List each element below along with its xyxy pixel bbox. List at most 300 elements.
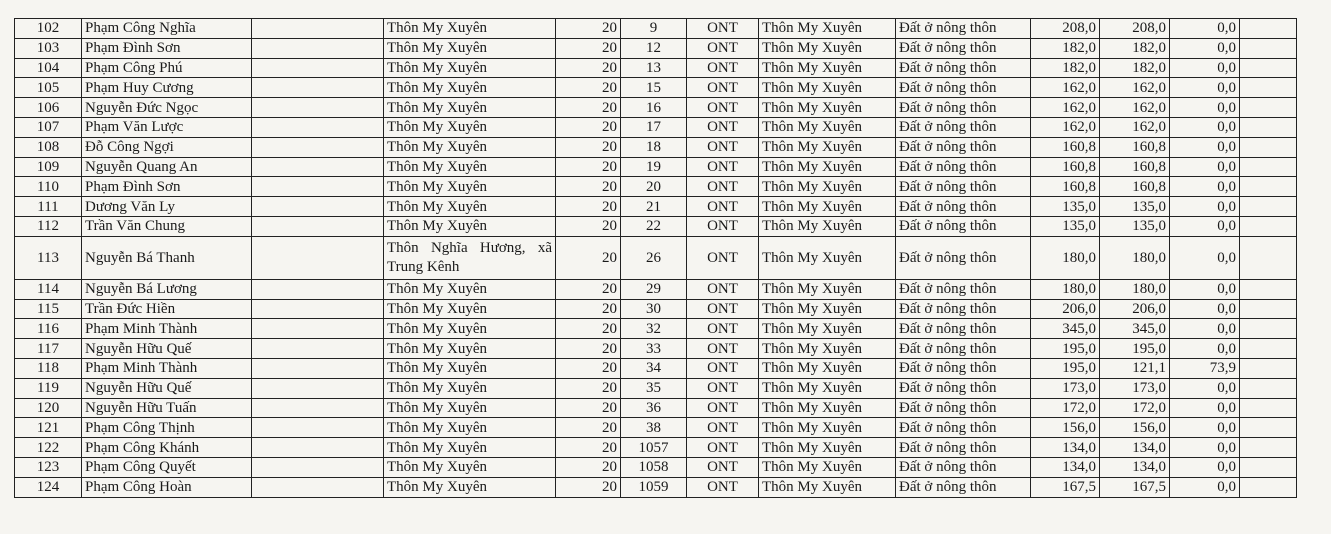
cell-stt: 103 (15, 38, 82, 58)
cell-area-a: 156,0 (1100, 418, 1170, 438)
cell-plot-location: Thôn My Xuyên (759, 477, 896, 497)
cell-empty-tail (1240, 117, 1297, 137)
cell-area-a: 206,0 (1100, 299, 1170, 319)
table-row (15, 279, 1297, 299)
cell-plot-number: 19 (621, 157, 687, 177)
table-row (15, 477, 1297, 497)
cell-plot-location: Thôn My Xuyên (759, 236, 896, 279)
cell-empty (252, 19, 384, 39)
cell-map-sheet: 20 (556, 117, 621, 137)
cell-empty-tail (1240, 279, 1297, 299)
cell-plot-number: 16 (621, 98, 687, 118)
cell-land-use: Đất ở nông thôn (896, 457, 1031, 477)
cell-owner-name: Trần Văn Chung (82, 216, 252, 236)
cell-land-use: Đất ở nông thôn (896, 157, 1031, 177)
cell-plot-number: 12 (621, 38, 687, 58)
cell-land-use: Đất ở nông thôn (896, 197, 1031, 217)
cell-map-sheet: 20 (556, 438, 621, 458)
cell-land-type: ONT (687, 19, 759, 39)
cell-area-a: 135,0 (1100, 216, 1170, 236)
cell-empty-tail (1240, 19, 1297, 39)
cell-plot-number: 17 (621, 117, 687, 137)
cell-area-b: 0,0 (1170, 236, 1240, 279)
cell-owner-name: Phạm Công Thịnh (82, 418, 252, 438)
table-row (15, 78, 1297, 98)
cell-land-type: ONT (687, 117, 759, 137)
table-row (15, 117, 1297, 137)
cell-area-total: 195,0 (1031, 339, 1100, 359)
cell-plot-location: Thôn My Xuyên (759, 38, 896, 58)
cell-plot-location: Thôn My Xuyên (759, 438, 896, 458)
cell-plot-location: Thôn My Xuyên (759, 279, 896, 299)
cell-land-type: ONT (687, 358, 759, 378)
cell-empty (252, 398, 384, 418)
cell-land-type: ONT (687, 177, 759, 197)
cell-stt: 117 (15, 339, 82, 359)
cell-area-b: 0,0 (1170, 398, 1240, 418)
cell-plot-number: 13 (621, 58, 687, 78)
table-row (15, 216, 1297, 236)
cell-land-use: Đất ở nông thôn (896, 216, 1031, 236)
cell-owner-address: Thôn My Xuyên (384, 78, 556, 98)
cell-empty (252, 157, 384, 177)
cell-area-total: 134,0 (1031, 438, 1100, 458)
cell-owner-name: Phạm Công Phú (82, 58, 252, 78)
cell-empty (252, 457, 384, 477)
cell-map-sheet: 20 (556, 78, 621, 98)
cell-land-type: ONT (687, 279, 759, 299)
cell-owner-address: Thôn My Xuyên (384, 117, 556, 137)
cell-stt: 105 (15, 78, 82, 98)
cell-plot-location: Thôn My Xuyên (759, 117, 896, 137)
cell-plot-number: 35 (621, 378, 687, 398)
table-row (15, 438, 1297, 458)
cell-area-a: 180,0 (1100, 279, 1170, 299)
cell-area-b: 0,0 (1170, 418, 1240, 438)
cell-area-total: 160,8 (1031, 157, 1100, 177)
cell-area-a: 345,0 (1100, 319, 1170, 339)
table-row (15, 157, 1297, 177)
cell-owner-name: Phạm Công Quyết (82, 457, 252, 477)
cell-area-a: 182,0 (1100, 38, 1170, 58)
cell-empty-tail (1240, 216, 1297, 236)
cell-plot-location: Thôn My Xuyên (759, 339, 896, 359)
cell-empty (252, 78, 384, 98)
cell-plot-location: Thôn My Xuyên (759, 378, 896, 398)
cell-owner-name: Nguyễn Bá Lương (82, 279, 252, 299)
cell-map-sheet: 20 (556, 216, 621, 236)
table-row (15, 358, 1297, 378)
cell-empty (252, 299, 384, 319)
cell-area-a: 121,1 (1100, 358, 1170, 378)
cell-owner-address: Thôn My Xuyên (384, 319, 556, 339)
cell-map-sheet: 20 (556, 279, 621, 299)
cell-area-total: 160,8 (1031, 177, 1100, 197)
cell-area-a: 173,0 (1100, 378, 1170, 398)
cell-owner-address: Thôn My Xuyên (384, 157, 556, 177)
cell-area-a: 172,0 (1100, 398, 1170, 418)
cell-land-type: ONT (687, 98, 759, 118)
cell-area-b: 0,0 (1170, 157, 1240, 177)
cell-area-a: 162,0 (1100, 98, 1170, 118)
cell-area-b: 0,0 (1170, 279, 1240, 299)
cell-area-b: 0,0 (1170, 378, 1240, 398)
cell-owner-address: Thôn My Xuyên (384, 418, 556, 438)
cell-plot-location: Thôn My Xuyên (759, 197, 896, 217)
cell-stt: 119 (15, 378, 82, 398)
cell-area-total: 180,0 (1031, 279, 1100, 299)
cell-land-use: Đất ở nông thôn (896, 117, 1031, 137)
cell-plot-number: 18 (621, 137, 687, 157)
cell-land-type: ONT (687, 339, 759, 359)
cell-area-a: 160,8 (1100, 137, 1170, 157)
cell-land-type: ONT (687, 197, 759, 217)
cell-plot-number: 26 (621, 236, 687, 279)
cell-owner-address: Thôn My Xuyên (384, 457, 556, 477)
cell-map-sheet: 20 (556, 299, 621, 319)
cell-plot-number: 1057 (621, 438, 687, 458)
cell-plot-number: 9 (621, 19, 687, 39)
cell-map-sheet: 20 (556, 398, 621, 418)
cell-empty (252, 358, 384, 378)
cell-owner-address: Thôn My Xuyên (384, 98, 556, 118)
cell-land-type: ONT (687, 457, 759, 477)
cell-owner-name: Nguyễn Hữu Quế (82, 339, 252, 359)
cell-owner-address: Thôn My Xuyên (384, 137, 556, 157)
cell-land-type: ONT (687, 38, 759, 58)
cell-plot-location: Thôn My Xuyên (759, 457, 896, 477)
cell-owner-name: Phạm Huy Cương (82, 78, 252, 98)
cell-land-use: Đất ở nông thôn (896, 38, 1031, 58)
cell-empty-tail (1240, 197, 1297, 217)
cell-plot-number: 32 (621, 319, 687, 339)
cell-area-total: 172,0 (1031, 398, 1100, 418)
cell-area-total: 345,0 (1031, 319, 1100, 339)
cell-owner-name: Phạm Minh Thành (82, 358, 252, 378)
cell-area-a: 135,0 (1100, 197, 1170, 217)
cell-empty (252, 98, 384, 118)
cell-stt: 120 (15, 398, 82, 418)
cell-plot-number: 38 (621, 418, 687, 438)
cell-owner-address: Thôn My Xuyên (384, 398, 556, 418)
cell-stt: 123 (15, 457, 82, 477)
cell-empty-tail (1240, 438, 1297, 458)
cell-stt: 116 (15, 319, 82, 339)
cell-land-use: Đất ở nông thôn (896, 279, 1031, 299)
cell-area-total: 206,0 (1031, 299, 1100, 319)
cell-owner-address: Thôn My Xuyên (384, 299, 556, 319)
cell-land-use: Đất ở nông thôn (896, 236, 1031, 279)
cell-plot-location: Thôn My Xuyên (759, 58, 896, 78)
cell-plot-location: Thôn My Xuyên (759, 299, 896, 319)
cell-owner-address: Thôn My Xuyên (384, 477, 556, 497)
cell-area-total: 182,0 (1031, 58, 1100, 78)
cell-stt: 114 (15, 279, 82, 299)
cell-empty-tail (1240, 339, 1297, 359)
cell-area-a: 162,0 (1100, 117, 1170, 137)
cell-empty (252, 58, 384, 78)
cell-owner-name: Dương Văn Ly (82, 197, 252, 217)
table-row (15, 197, 1297, 217)
cell-land-use: Đất ở nông thôn (896, 58, 1031, 78)
table-body (15, 19, 1297, 498)
cell-plot-number: 1059 (621, 477, 687, 497)
cell-owner-address: Thôn My Xuyên (384, 58, 556, 78)
cell-area-total: 180,0 (1031, 236, 1100, 279)
cell-area-total: 208,0 (1031, 19, 1100, 39)
cell-empty-tail (1240, 457, 1297, 477)
cell-empty (252, 38, 384, 58)
table-row (15, 98, 1297, 118)
cell-empty-tail (1240, 38, 1297, 58)
cell-stt: 108 (15, 137, 82, 157)
cell-map-sheet: 20 (556, 137, 621, 157)
cell-area-b: 0,0 (1170, 19, 1240, 39)
cell-map-sheet: 20 (556, 358, 621, 378)
cell-area-b: 0,0 (1170, 216, 1240, 236)
cell-plot-number: 36 (621, 398, 687, 418)
cell-plot-number: 20 (621, 177, 687, 197)
cell-land-type: ONT (687, 137, 759, 157)
cell-land-type: ONT (687, 477, 759, 497)
cell-empty (252, 279, 384, 299)
cell-land-type: ONT (687, 236, 759, 279)
table-row (15, 236, 1297, 279)
cell-area-total: 195,0 (1031, 358, 1100, 378)
cell-area-total: 156,0 (1031, 418, 1100, 438)
cell-land-use: Đất ở nông thôn (896, 137, 1031, 157)
cell-empty (252, 477, 384, 497)
cell-owner-name: Phạm Đình Sơn (82, 38, 252, 58)
cell-empty (252, 137, 384, 157)
table-row (15, 319, 1297, 339)
cell-land-use: Đất ở nông thôn (896, 378, 1031, 398)
cell-plot-location: Thôn My Xuyên (759, 19, 896, 39)
cell-area-b: 0,0 (1170, 177, 1240, 197)
cell-empty (252, 236, 384, 279)
cell-stt: 109 (15, 157, 82, 177)
cell-map-sheet: 20 (556, 197, 621, 217)
cell-map-sheet: 20 (556, 319, 621, 339)
cell-area-b: 0,0 (1170, 319, 1240, 339)
cell-owner-name: Nguyễn Quang An (82, 157, 252, 177)
cell-empty-tail (1240, 319, 1297, 339)
cell-map-sheet: 20 (556, 177, 621, 197)
cell-owner-name: Phạm Công Khánh (82, 438, 252, 458)
table-row (15, 137, 1297, 157)
cell-plot-location: Thôn My Xuyên (759, 157, 896, 177)
cell-owner-address: Thôn My Xuyên (384, 38, 556, 58)
cell-land-type: ONT (687, 78, 759, 98)
cell-stt: 102 (15, 19, 82, 39)
cell-owner-address: Thôn My Xuyên (384, 339, 556, 359)
cell-plot-location: Thôn My Xuyên (759, 98, 896, 118)
cell-map-sheet: 20 (556, 58, 621, 78)
table-row (15, 398, 1297, 418)
cell-empty (252, 319, 384, 339)
cell-area-b: 0,0 (1170, 117, 1240, 137)
cell-area-total: 182,0 (1031, 38, 1100, 58)
cell-owner-name: Nguyễn Đức Ngọc (82, 98, 252, 118)
cell-owner-name: Nguyễn Hữu Tuấn (82, 398, 252, 418)
cell-stt: 122 (15, 438, 82, 458)
cell-empty (252, 197, 384, 217)
cell-land-type: ONT (687, 438, 759, 458)
cell-map-sheet: 20 (556, 477, 621, 497)
cell-empty (252, 438, 384, 458)
table-row (15, 457, 1297, 477)
cell-stt: 112 (15, 216, 82, 236)
cell-area-b: 0,0 (1170, 137, 1240, 157)
cell-owner-address: Thôn My Xuyên (384, 177, 556, 197)
cell-empty-tail (1240, 299, 1297, 319)
cell-area-a: 134,0 (1100, 438, 1170, 458)
cell-map-sheet: 20 (556, 98, 621, 118)
cell-area-b: 73,9 (1170, 358, 1240, 378)
cell-owner-name: Trần Đức Hiền (82, 299, 252, 319)
cell-area-b: 0,0 (1170, 38, 1240, 58)
cell-plot-location: Thôn My Xuyên (759, 358, 896, 378)
cell-stt: 104 (15, 58, 82, 78)
cell-area-b: 0,0 (1170, 299, 1240, 319)
cell-owner-address: Thôn My Xuyên (384, 216, 556, 236)
cell-area-total: 167,5 (1031, 477, 1100, 497)
cell-empty-tail (1240, 78, 1297, 98)
cell-stt: 124 (15, 477, 82, 497)
cell-plot-number: 30 (621, 299, 687, 319)
cell-area-total: 135,0 (1031, 197, 1100, 217)
cell-stt: 107 (15, 117, 82, 137)
cell-owner-address: Thôn My Xuyên (384, 358, 556, 378)
cell-empty (252, 117, 384, 137)
land-register-table (14, 18, 1297, 498)
cell-map-sheet: 20 (556, 418, 621, 438)
cell-map-sheet: 20 (556, 339, 621, 359)
cell-area-b: 0,0 (1170, 78, 1240, 98)
cell-owner-name: Phạm Công Nghĩa (82, 19, 252, 39)
cell-land-use: Đất ở nông thôn (896, 358, 1031, 378)
cell-map-sheet: 20 (556, 38, 621, 58)
cell-area-total: 162,0 (1031, 78, 1100, 98)
cell-empty-tail (1240, 418, 1297, 438)
cell-plot-number: 22 (621, 216, 687, 236)
cell-owner-address: Thôn My Xuyên (384, 19, 556, 39)
cell-land-type: ONT (687, 398, 759, 418)
cell-stt: 110 (15, 177, 82, 197)
cell-area-total: 162,0 (1031, 98, 1100, 118)
cell-empty-tail (1240, 58, 1297, 78)
table-row (15, 299, 1297, 319)
cell-area-a: 160,8 (1100, 157, 1170, 177)
cell-plot-number: 34 (621, 358, 687, 378)
cell-plot-location: Thôn My Xuyên (759, 216, 896, 236)
cell-land-use: Đất ở nông thôn (896, 98, 1031, 118)
cell-area-total: 173,0 (1031, 378, 1100, 398)
cell-empty-tail (1240, 157, 1297, 177)
cell-plot-location: Thôn My Xuyên (759, 137, 896, 157)
cell-plot-number: 29 (621, 279, 687, 299)
cell-area-total: 160,8 (1031, 137, 1100, 157)
cell-owner-name: Phạm Văn Lược (82, 117, 252, 137)
cell-land-type: ONT (687, 299, 759, 319)
table-row (15, 19, 1297, 39)
cell-owner-name: Phạm Minh Thành (82, 319, 252, 339)
cell-plot-location: Thôn My Xuyên (759, 319, 896, 339)
cell-map-sheet: 20 (556, 19, 621, 39)
cell-empty-tail (1240, 236, 1297, 279)
table-row (15, 418, 1297, 438)
cell-map-sheet: 20 (556, 378, 621, 398)
cell-land-type: ONT (687, 216, 759, 236)
cell-empty-tail (1240, 137, 1297, 157)
cell-stt: 118 (15, 358, 82, 378)
cell-land-type: ONT (687, 418, 759, 438)
cell-owner-address: Thôn My Xuyên (384, 438, 556, 458)
cell-area-a: 182,0 (1100, 58, 1170, 78)
cell-plot-location: Thôn My Xuyên (759, 418, 896, 438)
cell-empty-tail (1240, 177, 1297, 197)
cell-area-a: 167,5 (1100, 477, 1170, 497)
cell-stt: 113 (15, 236, 82, 279)
cell-owner-address: Thôn My Xuyên (384, 279, 556, 299)
cell-area-b: 0,0 (1170, 477, 1240, 497)
cell-empty (252, 339, 384, 359)
cell-empty (252, 216, 384, 236)
cell-plot-location: Thôn My Xuyên (759, 78, 896, 98)
cell-plot-number: 21 (621, 197, 687, 217)
cell-land-use: Đất ở nông thôn (896, 477, 1031, 497)
cell-owner-address: Thôn My Xuyên (384, 378, 556, 398)
cell-empty-tail (1240, 358, 1297, 378)
cell-area-a: 162,0 (1100, 78, 1170, 98)
cell-empty (252, 418, 384, 438)
cell-area-total: 134,0 (1031, 457, 1100, 477)
cell-area-b: 0,0 (1170, 457, 1240, 477)
cell-owner-name: Đỗ Công Ngợi (82, 137, 252, 157)
cell-stt: 121 (15, 418, 82, 438)
cell-area-b: 0,0 (1170, 438, 1240, 458)
cell-stt: 106 (15, 98, 82, 118)
cell-plot-number: 15 (621, 78, 687, 98)
cell-map-sheet: 20 (556, 157, 621, 177)
cell-owner-address: Thôn My Xuyên (384, 197, 556, 217)
cell-land-type: ONT (687, 319, 759, 339)
cell-land-use: Đất ở nông thôn (896, 418, 1031, 438)
table-row (15, 58, 1297, 78)
cell-empty (252, 378, 384, 398)
cell-land-use: Đất ở nông thôn (896, 299, 1031, 319)
cell-map-sheet: 20 (556, 236, 621, 279)
cell-owner-name: Phạm Công Hoàn (82, 477, 252, 497)
cell-owner-name: Phạm Đình Sơn (82, 177, 252, 197)
cell-area-b: 0,0 (1170, 339, 1240, 359)
cell-land-use: Đất ở nông thôn (896, 438, 1031, 458)
cell-empty-tail (1240, 477, 1297, 497)
cell-land-use: Đất ở nông thôn (896, 319, 1031, 339)
table-row (15, 378, 1297, 398)
cell-owner-name: Nguyễn Bá Thanh (82, 236, 252, 279)
cell-area-a: 134,0 (1100, 457, 1170, 477)
cell-stt: 111 (15, 197, 82, 217)
cell-plot-location: Thôn My Xuyên (759, 177, 896, 197)
cell-land-use: Đất ở nông thôn (896, 78, 1031, 98)
cell-land-use: Đất ở nông thôn (896, 19, 1031, 39)
cell-owner-name: Nguyễn Hữu Quế (82, 378, 252, 398)
cell-area-b: 0,0 (1170, 197, 1240, 217)
table-row (15, 177, 1297, 197)
cell-land-use: Đất ở nông thôn (896, 177, 1031, 197)
table-row (15, 339, 1297, 359)
